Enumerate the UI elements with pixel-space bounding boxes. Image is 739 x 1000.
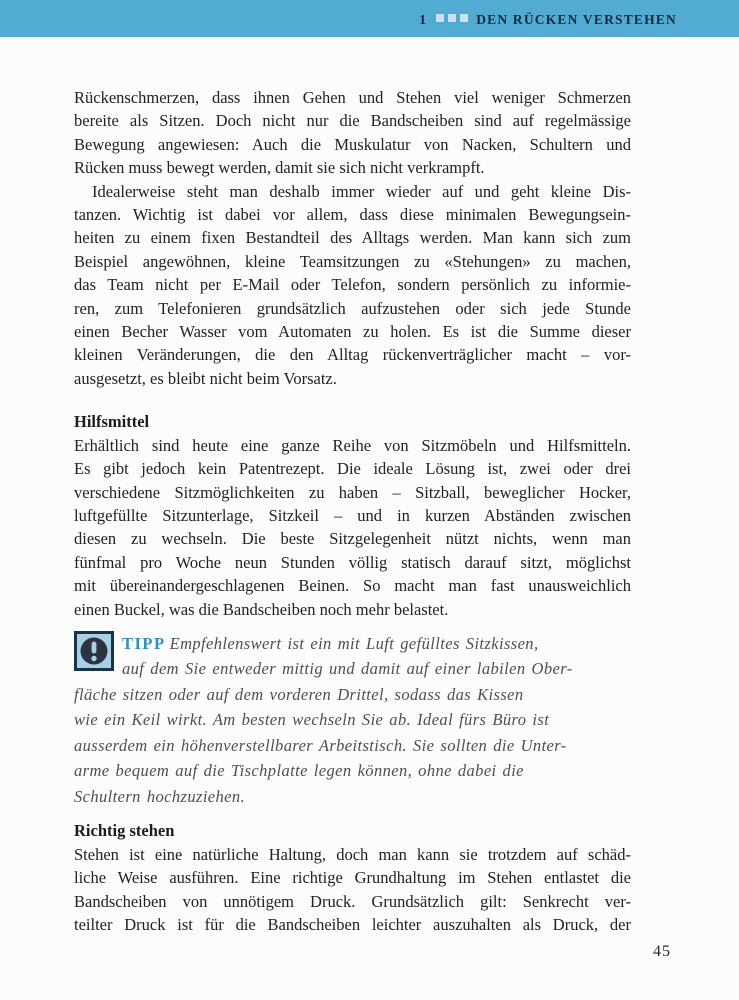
text-line: auf dem Sie entweder mittig und damit auf einer labilen Ober- [122,659,573,679]
paragraph-continuation [74,86,631,180]
marker-square-icon [448,14,456,22]
text-line: fünfmal pro Woche neun Stunden völlig statisch darauf sitzt, möglichst [74,552,631,572]
paragraph [74,180,631,391]
text-line: diesen zu wechseln. Die beste Sitzgelegenheit nützt nichts, wenn man [74,529,631,549]
text-line: liche Weise ausführen. Eine richtige Grundhaltung im Stehen entlastet die [74,868,631,888]
tip-first-line-text: Empfehlenswert ist ein mit Luft gefülltes Sitzkissen, [169,633,539,653]
paragraph [74,434,631,621]
text-line: Es gibt jedoch kein Patentrezept. Die ideale Lösung ist, zwei oder drei [74,459,631,479]
tip-text [74,656,631,809]
marker-square-icon [460,14,468,22]
text-line: mit übereinandergeschlagenen Beinen. So macht man fast unausweichlich [74,576,631,596]
text-line: Rückenschmerzen, dass ihnen Gehen und Stehen viel weniger Schmerzen [74,88,631,107]
tip-first-line [74,631,631,657]
text-column [74,86,631,936]
text-line: bereite als Sitzen. Doch nicht nur die Bandscheiben sind auf regelmässige [74,111,631,131]
text-line: Bewegung angewiesen: Auch die Muskulatur von Nacken, Schultern und [74,134,631,154]
marker-square-icon [436,14,444,22]
text-line: wie ein Keil wirkt. Am besten wechseln Sie ab. Ideal fürs Büro ist [74,710,550,730]
exclamation-icon [74,631,114,671]
chapter-number: 1 [419,11,428,27]
text-line: fläche sitzen oder auf dem vorderen Drittel, sodass das Kissen [74,684,524,704]
text-line: kleinen Veränderungen, die den Alltag rückenverträglicher macht – vor- [74,345,631,365]
text-line: tanzen. Wichtig ist dabei vor allem, dass diese minimalen Bewegungsein- [74,205,631,225]
text-line: verschiedene Sitzmöglichkeiten zu haben – Sitzball, beweglicher Hocker, [74,482,631,502]
text-line: einen Becher Wasser vom Automaten zu holen. Es ist die Summe dieser [74,322,631,342]
text-line: Stehen ist eine natürliche Haltung, doch man kann sie trotzdem auf schäd- [74,844,631,864]
text-line: ren, zum Telefonieren grundsätzlich aufzustehen oder sich jede Stunde [74,298,631,318]
text-line: arme bequem auf die Tischplatte legen können, ohne dabei die [74,761,524,781]
text-line: einen Buckel, was die Bandscheiben noch mehr belastet. [74,599,449,619]
text-line: das Team nicht per E-Mail oder Telefon, sondern persönlich zu informie- [74,275,631,295]
section-heading-richtig-stehen: Richtig stehen [74,821,175,841]
text-line: ausgesetzt, es bleibt nicht beim Vorsatz. [74,368,337,388]
tip-label: TIPP [122,633,166,653]
text-line: heiten zu einem fixen Bestandteil des Alltags werden. Man kann sich zum [74,228,631,248]
paragraph [74,843,631,937]
text-line: teilter Druck ist für die Bandscheiben leichter auszuhalten als Druck, der [74,915,631,935]
text-line: Rücken muss bewegt werden, damit sie sich nicht verkrampft. [74,158,485,178]
section-marker-squares [434,10,470,27]
text-line: luftgefüllte Sitzunterlage, Sitzkeil – und in kurzen Abständen zwischen [74,505,631,525]
chapter-title: DEN RÜCKEN VERSTEHEN [476,11,677,27]
text-line: Idealerweise steht man deshalb immer wieder auf und geht kleine Dis- [92,181,631,201]
text-line: Erhältlich sind heute eine ganze Reihe von Sitzmöbeln und Hilfsmitteln. [74,435,631,455]
text-line: ausserdem ein höhenverstellbarer Arbeitstisch. Sie sollten die Unter- [74,735,567,755]
chapter-header-bar [0,0,739,37]
tip-box [74,631,631,810]
text-line: Schultern hochzuziehen. [74,786,246,806]
page-number: 45 [653,943,671,960]
section-heading-hilfsmittel: Hilfsmittel [74,412,150,432]
text-line: Beispiel angewöhnen, kleine Teamsitzungen zu «Stehungen» zu machen, [74,251,631,271]
text-line: Bandscheiben von unnötigem Druck. Grundsätzlich gilt: Senkrecht ver- [74,891,631,911]
